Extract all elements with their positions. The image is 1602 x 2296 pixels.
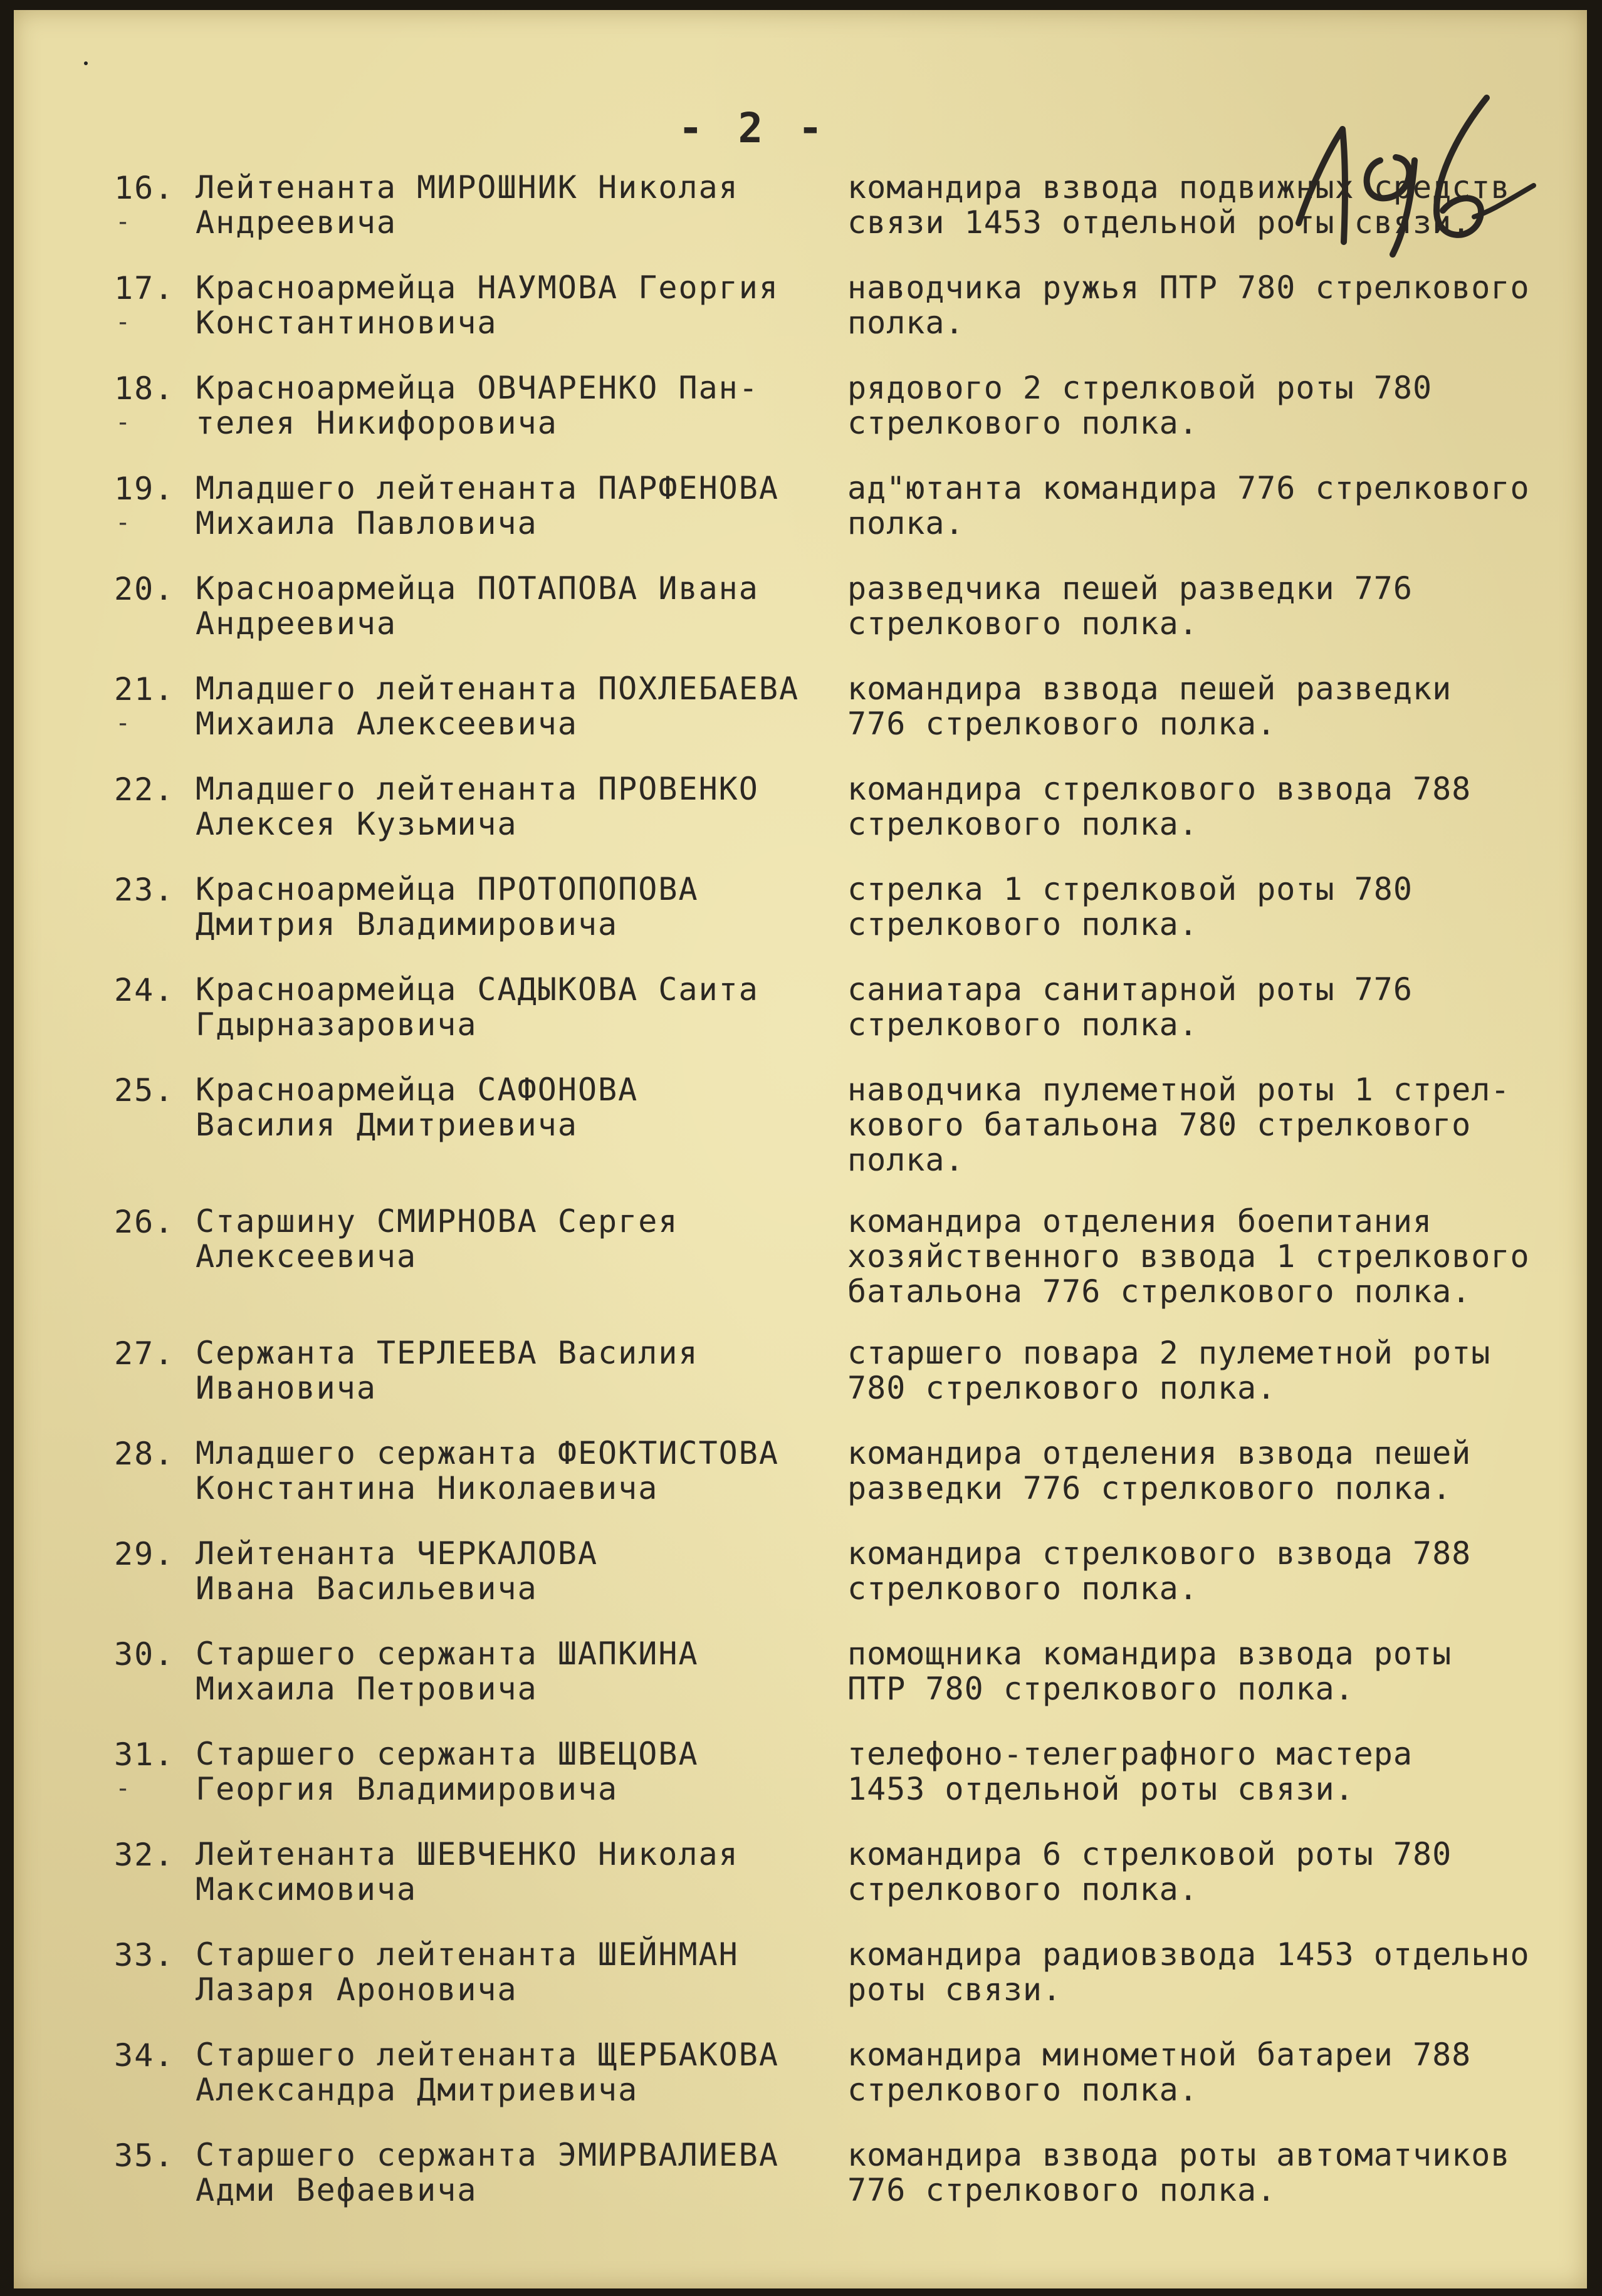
award-entry bbox=[14, 170, 1587, 264]
award-entry bbox=[14, 571, 1587, 665]
entry-position: помощника командира взвода роты ПТР 780 стрелкового полка. bbox=[847, 1636, 1452, 1707]
award-entry bbox=[14, 270, 1587, 364]
entry-number: 20. bbox=[114, 571, 175, 607]
entry-name: Старшего сержанта ЭМИРВАЛИЕВА Адми Вефаевича bbox=[196, 2137, 779, 2208]
entry-position: командира отделения взвода пешей разведки 776 стрелкового полка. bbox=[847, 1435, 1472, 1506]
entry-name: Младшего лейтенанта ПРОВЕНКО Алексея Кузьмича bbox=[196, 771, 759, 842]
entry-mark: - bbox=[115, 1774, 131, 1803]
award-entry bbox=[14, 370, 1587, 464]
entry-mark: - bbox=[115, 508, 131, 537]
award-entry bbox=[14, 2137, 1587, 2231]
entry-name: Старшего лейтенанта ЩЕРБАКОВА Александра Дмитриевича bbox=[196, 2037, 779, 2108]
award-entry bbox=[14, 872, 1587, 966]
entry-name: Старшего сержанта ШАПКИНА Михаила Петровича bbox=[196, 1636, 699, 1707]
entry-position: старшего повара 2 пулеметной роты 780 стрелкового полка. bbox=[847, 1335, 1491, 1406]
ink-speck bbox=[84, 61, 88, 65]
entry-number: 16. bbox=[114, 170, 175, 206]
entry-name: Старшего лейтенанта ШЕЙНМАН Лазаря Ароновича bbox=[196, 1936, 739, 2008]
award-entry bbox=[14, 1072, 1587, 1178]
entry-position: наводчика пулеметной роты 1 стрел- кового батальона 780 стрелкового полка. bbox=[847, 1072, 1510, 1178]
entry-position: стрелка 1 стрелковой роты 780 стрелкового полка. bbox=[847, 871, 1413, 942]
award-entry bbox=[14, 771, 1587, 865]
entry-number: 27. bbox=[114, 1335, 175, 1372]
entry-name: Сержанта ТЕРЛЕЕВА Василия Ивановича bbox=[196, 1335, 699, 1406]
award-entry bbox=[14, 1736, 1587, 1830]
entry-number: 28. bbox=[114, 1436, 175, 1472]
entry-mark: - bbox=[115, 308, 131, 337]
entry-number: 24. bbox=[114, 972, 175, 1008]
entry-number: 32. bbox=[114, 1837, 175, 1873]
award-entry bbox=[14, 2037, 1587, 2131]
entry-number: 25. bbox=[114, 1072, 175, 1109]
entry-position: ад"ютанта командира 776 стрелкового полка. bbox=[847, 470, 1530, 541]
entry-number: 35. bbox=[114, 2137, 175, 2174]
entry-number: 26. bbox=[114, 1204, 175, 1240]
entry-position: командира 6 стрелковой роты 780 стрелкового полка. bbox=[847, 1836, 1452, 1907]
entry-position: командира отделения боепитания хозяйственного взвода 1 стрелкового батальона 776 стрелкового полка. bbox=[847, 1203, 1530, 1310]
document-page bbox=[14, 10, 1587, 2288]
entry-mark: - bbox=[115, 207, 131, 236]
award-entry bbox=[14, 471, 1587, 565]
entry-number: 22. bbox=[114, 771, 175, 808]
award-entry bbox=[14, 671, 1587, 765]
entry-name: Лейтенанта ЧЕРКАЛОВА Ивана Васильевича bbox=[196, 1535, 599, 1607]
entry-name: Старшину СМИРНОВА Сергея Алексеевича bbox=[196, 1203, 679, 1275]
entry-number: 23. bbox=[114, 872, 175, 908]
entry-position: телефоно-телеграфного мастера 1453 отдельной роты связи. bbox=[847, 1736, 1413, 1807]
entry-number: 21. bbox=[114, 671, 175, 707]
award-entry bbox=[14, 1203, 1587, 1310]
award-entry bbox=[14, 1436, 1587, 1530]
award-entry bbox=[14, 1837, 1587, 1931]
entry-position: командира взвода пешей разведки 776 стрелкового полка. bbox=[847, 671, 1452, 742]
entry-name: Лейтенанта ШЕВЧЕНКО Николая Максимовича bbox=[196, 1836, 739, 1907]
entry-number: 34. bbox=[114, 2037, 175, 2074]
entry-name: Красноармейца НАУМОВА Георгия Константиновича bbox=[196, 269, 779, 341]
award-entry bbox=[14, 1335, 1587, 1429]
entry-position: командира минометной батареи 788 стрелкового полка. bbox=[847, 2037, 1472, 2108]
entry-position: разведчика пешей разведки 776 стрелкового полка. bbox=[847, 570, 1413, 642]
entry-position: командира взвода роты автоматчиков 776 стрелкового полка. bbox=[847, 2137, 1510, 2208]
award-entry bbox=[14, 1636, 1587, 1730]
entry-mark: - bbox=[115, 408, 131, 437]
entry-position: командира стрелкового взвода 788 стрелкового полка. bbox=[847, 1535, 1472, 1607]
entry-name: Красноармейца САДЫКОВА Саита Гдырназаровича bbox=[196, 971, 759, 1043]
entry-position: командира радиовзвода 1453 отдельно роты связи. bbox=[847, 1936, 1530, 2008]
entry-name: Старшего сержанта ШВЕЦОВА Георгия Владимировича bbox=[196, 1736, 699, 1807]
entry-number: 18. bbox=[114, 370, 175, 407]
entry-name: Красноармейца ПРОТОПОПОВА Дмитрия Владимировича bbox=[196, 871, 699, 942]
award-entry bbox=[14, 972, 1587, 1066]
entry-number: 33. bbox=[114, 1937, 175, 1973]
entry-number: 17. bbox=[114, 270, 175, 306]
entry-mark: - bbox=[115, 709, 131, 738]
entry-name: Лейтенанта МИРОШНИК Николая Андреевича bbox=[196, 169, 739, 241]
entry-name: Младшего лейтенанта ПАРФЕНОВА Михаила Павловича bbox=[196, 470, 779, 541]
entry-position: саниатара санитарной роты 776 стрелкового полка. bbox=[847, 971, 1413, 1043]
entry-name: Младшего сержанта ФЕОКТИСТОВА Константина Николаевича bbox=[196, 1435, 779, 1506]
entry-name: Красноармейца ОВЧАРЕНКО Пан- телея Никифоровича bbox=[196, 370, 759, 441]
award-entry bbox=[14, 1937, 1587, 2031]
entry-position: командира стрелкового взвода 788 стрелкового полка. bbox=[847, 771, 1472, 842]
entry-position: командира взвода подвижных средств связи 1453 отдельной роты связи. bbox=[847, 169, 1510, 241]
entry-position: наводчика ружья ПТР 780 стрелкового полка. bbox=[847, 269, 1530, 341]
entry-name: Красноармейца САФОНОВА Василия Дмитриевича bbox=[196, 1072, 639, 1143]
entry-number: 29. bbox=[114, 1536, 175, 1572]
entry-name: Красноармейца ПОТАПОВА Ивана Андреевича bbox=[196, 570, 759, 642]
entry-number: 31. bbox=[114, 1736, 175, 1773]
award-entry bbox=[14, 1536, 1587, 1630]
entry-name: Младшего лейтенанта ПОХЛЕБАЕВА Михаила Алексеевича bbox=[196, 671, 800, 742]
page-number: - 2 - bbox=[678, 104, 828, 152]
entry-number: 30. bbox=[114, 1636, 175, 1672]
entry-number: 19. bbox=[114, 471, 175, 507]
entry-position: рядового 2 стрелковой роты 780 стрелкового полка. bbox=[847, 370, 1433, 441]
